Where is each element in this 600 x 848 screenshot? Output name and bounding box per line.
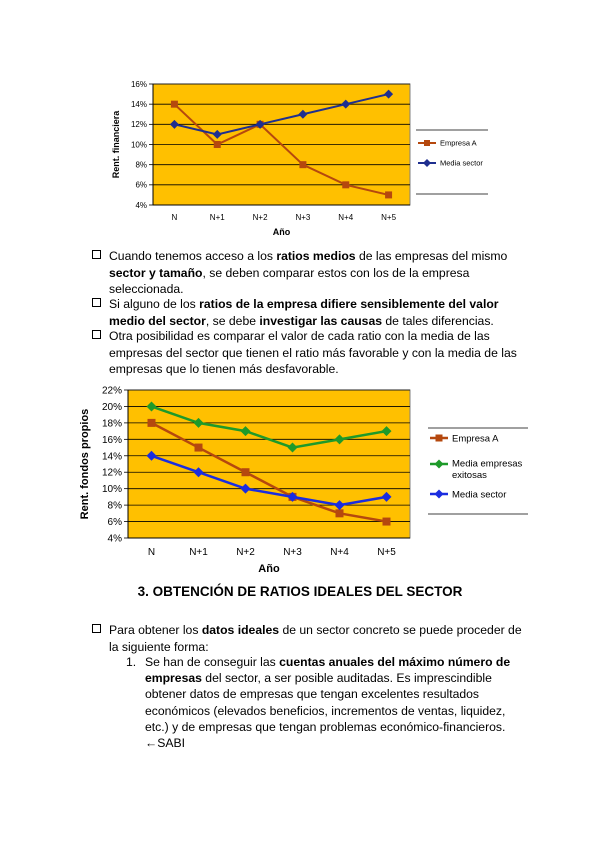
legend-swatch-marker xyxy=(436,435,443,442)
y-tick-label: 10% xyxy=(101,484,122,496)
sabi-note: ←SABI xyxy=(145,736,185,751)
y-tick-label: 8% xyxy=(135,160,147,170)
text: del sector, a ser posible auditadas. Es imprescindible obtener datos de empresas que tengan excelentes resultados económicos (elevados beneficios, incrementos de ventas, liquidez, etc.) y de empresas que tengan problemas económico-financieros. xyxy=(145,671,506,734)
text: Se han de conseguir las xyxy=(145,655,280,669)
paragraph-datos-ideales xyxy=(92,622,532,655)
chart-svg xyxy=(0,380,600,580)
y-tick-label: 4% xyxy=(135,200,147,210)
x-tick-label: N+3 xyxy=(283,547,302,558)
data-point xyxy=(342,181,349,188)
legend-swatch-marker xyxy=(435,490,444,499)
text: Si alguno de los xyxy=(109,297,200,311)
bold-text: ratios medios xyxy=(276,249,356,263)
numbered-item xyxy=(126,654,516,751)
y-tick-label: 14% xyxy=(101,451,122,463)
y-tick-label: 12% xyxy=(130,120,147,130)
data-point xyxy=(195,444,203,452)
x-tick-label: N+3 xyxy=(295,213,311,222)
y-tick-label: 18% xyxy=(101,418,122,430)
legend-label: exitosas xyxy=(452,469,487,481)
section-heading: 3. OBTENCIÓN DE RATIOS IDEALES DEL SECTOR xyxy=(137,584,463,599)
paragraph-ratios-medios xyxy=(92,248,532,298)
y-tick-label: 4% xyxy=(107,533,122,545)
bold-text: sector y tamaño xyxy=(109,265,203,280)
legend-label: Media sector xyxy=(452,489,507,501)
text: , se debe xyxy=(205,313,260,328)
checkbox-bullet-icon xyxy=(92,250,101,259)
x-axis-label: Año xyxy=(258,563,280,575)
legend-label: Media sector xyxy=(440,158,483,168)
bold-text: investigar las causas xyxy=(259,313,383,328)
x-tick-label: N+5 xyxy=(381,213,397,222)
y-tick-label: 10% xyxy=(130,140,147,150)
y-axis-label: Rent. financiera xyxy=(111,110,121,179)
chart-svg xyxy=(0,72,600,242)
x-tick-label: N+1 xyxy=(189,547,208,558)
checkbox-bullet-icon xyxy=(92,624,101,633)
paragraph-difiere xyxy=(92,296,532,329)
y-tick-label: 14% xyxy=(130,99,147,109)
x-tick-label: N+4 xyxy=(338,213,354,222)
data-point xyxy=(242,468,250,476)
legend-label: Empresa A xyxy=(440,138,477,148)
x-tick-label: N+2 xyxy=(236,547,255,558)
data-point xyxy=(148,419,156,427)
paragraph-otra-posibilidad xyxy=(92,328,532,378)
item-number: 1. xyxy=(126,655,137,669)
y-tick-label: 16% xyxy=(101,434,122,446)
legend-swatch-marker xyxy=(423,159,431,167)
legend-label: Media empresas xyxy=(452,458,523,470)
legend-swatch-marker xyxy=(435,460,444,469)
legend-swatch-marker xyxy=(424,140,430,146)
y-tick-label: 16% xyxy=(130,79,147,89)
text: Otra posibilidad es comparar el valor de cada ratio con la media de las empresas del sector que tienen el ratio más favorable y con la media de las empresas que lo tienen más desfavorable. xyxy=(109,329,517,377)
checkbox-bullet-icon xyxy=(92,330,101,339)
y-tick-label: 12% xyxy=(101,467,122,479)
x-axis-label: Año xyxy=(272,227,291,237)
bold-text: datos ideales xyxy=(201,623,280,637)
text: de las empresas del mismo xyxy=(355,249,508,263)
data-point xyxy=(336,509,344,517)
text: de un sector concreto se puede proceder de la siguiente forma: xyxy=(109,623,522,654)
x-tick-label: N+1 xyxy=(209,213,225,222)
x-tick-label: N+4 xyxy=(330,547,349,558)
x-tick-label: N+5 xyxy=(377,547,396,558)
text: , se deben comparar estos con los de la empresa seleccionada. xyxy=(109,265,470,297)
text: Para obtener los xyxy=(109,623,202,637)
y-tick-label: 6% xyxy=(107,517,122,529)
text: de tales diferencias. xyxy=(382,313,494,328)
y-axis-label: Rent. fondos propios xyxy=(79,408,91,520)
x-tick-label: N xyxy=(147,547,156,558)
y-tick-label: 6% xyxy=(135,180,147,190)
x-tick-label: N+2 xyxy=(252,213,268,222)
legend-label: Empresa A xyxy=(452,433,499,445)
y-tick-label: 22% xyxy=(101,385,122,397)
y-tick-label: 8% xyxy=(107,500,122,512)
y-tick-label: 20% xyxy=(101,401,122,413)
data-point xyxy=(299,161,306,168)
data-point xyxy=(171,101,178,108)
data-point xyxy=(385,191,392,198)
chart-rent-fondos-propios xyxy=(0,380,600,580)
chart-rent-financiera xyxy=(0,72,600,242)
x-tick-label: N xyxy=(171,213,178,222)
text: Cuando tenemos acceso a los xyxy=(109,249,277,263)
data-point xyxy=(383,518,391,526)
bold-text: cuentas anuales del máximo número de empresas xyxy=(145,655,511,686)
bold-text: ratios de la empresa difiere sensiblemente del valor medio del sector xyxy=(109,297,499,328)
checkbox-bullet-icon xyxy=(92,298,101,307)
data-point xyxy=(214,141,221,148)
